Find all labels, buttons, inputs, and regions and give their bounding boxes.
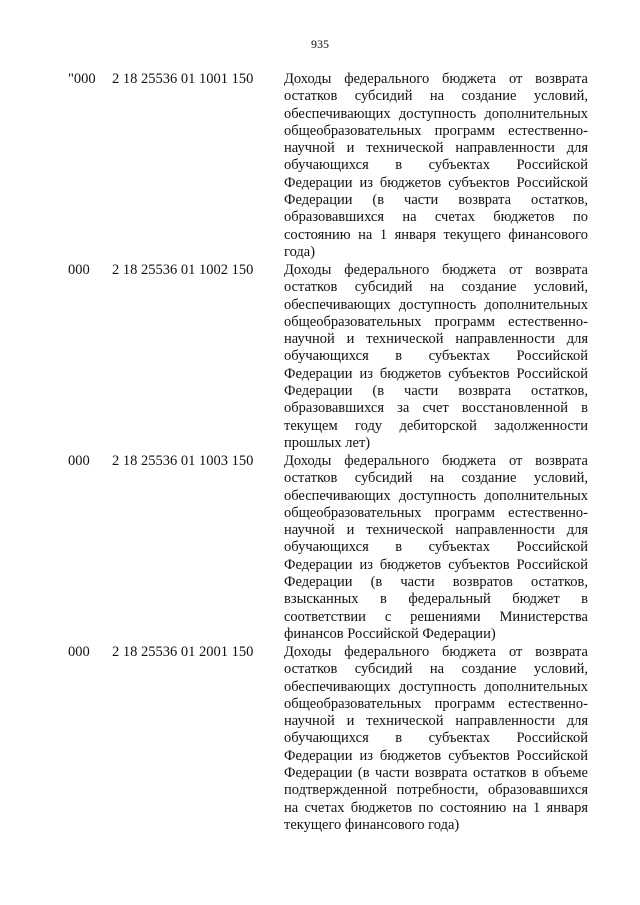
description-line: Доходы федерального бюджета от возврата xyxy=(284,644,588,660)
budget-classification-code: 2 18 25536 01 2001 150 xyxy=(112,644,254,660)
description-line: обеспечивающих доступность дополнительных xyxy=(284,487,588,504)
description-line: текущем году дебиторской задолженности xyxy=(284,417,588,434)
description-line: прошлых лет) xyxy=(284,434,371,451)
description-line: Федерации (в части возврата остатков, xyxy=(284,383,588,400)
administrator-code: "000 xyxy=(68,71,96,87)
description-line: Федерации (в части возвратов остатков, xyxy=(284,574,588,591)
description-line: образовавшихся за счет восстановленной в xyxy=(284,400,588,417)
description-line: обеспечивающих доступность дополнительных xyxy=(284,296,588,313)
description-line: научной и технической направленности для xyxy=(284,713,588,730)
description-line: общеобразовательных программ естественно- xyxy=(284,504,588,521)
classification-entry xyxy=(0,69,640,260)
classification-entry xyxy=(0,451,640,642)
description-line: обучающихся в субъектах Российской xyxy=(284,730,588,747)
description-line: Доходы федерального бюджета от возврата xyxy=(284,453,588,469)
description-line: обеспечивающих доступность дополнительных xyxy=(284,105,588,122)
budget-classification-code: 2 18 25536 01 1002 150 xyxy=(112,262,254,278)
description-line: Доходы федерального бюджета от возврата xyxy=(284,262,588,278)
description-line: подтвержденной потребности, образовавшихся xyxy=(284,782,588,799)
description-line: общеобразовательных программ естественно- xyxy=(284,313,588,330)
description-line: Федерации из бюджетов субъектов Российской xyxy=(284,747,588,764)
description-line: взысканных в федеральный бюджет в xyxy=(284,591,588,608)
description-line: Федерации из бюджетов субъектов Российской xyxy=(284,365,588,382)
page-number: 935 xyxy=(311,37,329,51)
description-line: обучающихся в субъектах Российской xyxy=(284,539,588,556)
description-line: остатков субсидий на создание условий, xyxy=(284,470,588,487)
income-description xyxy=(284,453,588,643)
description-line: остатков субсидий на создание условий, xyxy=(284,88,588,105)
description-line: Федерации (в части возврата остатков в объеме xyxy=(284,765,588,782)
classification-entry xyxy=(0,260,640,451)
description-line: научной и технической направленности для xyxy=(284,140,588,157)
description-line: обеспечивающих доступность дополнительных xyxy=(284,678,588,695)
description-line: образовавшихся на счетах бюджетов по xyxy=(284,209,588,226)
description-line: Федерации (в части возврата остатков, xyxy=(284,192,588,209)
income-description xyxy=(284,644,588,834)
description-line: Федерации из бюджетов субъектов Российской xyxy=(284,556,588,573)
description-line: остатков субсидий на создание условий, xyxy=(284,279,588,296)
description-line: текущего финансового года) xyxy=(284,816,460,833)
description-line: обучающихся в субъектах Российской xyxy=(284,348,588,365)
administrator-code: 000 xyxy=(68,262,90,278)
description-line: общеобразовательных программ естественно- xyxy=(284,122,588,139)
administrator-code: 000 xyxy=(68,644,90,660)
description-line: на счетах бюджетов по состоянию на 1 января xyxy=(284,799,588,816)
budget-classification-code: 2 18 25536 01 1001 150 xyxy=(112,71,254,87)
administrator-code: 000 xyxy=(68,453,90,469)
description-line: соответствии с решениями Министерства xyxy=(284,608,588,625)
budget-classification-code: 2 18 25536 01 1003 150 xyxy=(112,453,254,469)
income-description xyxy=(284,71,588,261)
budget-classification-list xyxy=(0,69,640,832)
description-line: общеобразовательных программ естественно- xyxy=(284,695,588,712)
description-line: финансов Российской Федерации) xyxy=(284,625,496,642)
description-line: научной и технической направленности для xyxy=(284,331,588,348)
income-description xyxy=(284,262,588,452)
description-line: обучающихся в субъектах Российской xyxy=(284,157,588,174)
description-line: Федерации из бюджетов субъектов Российской xyxy=(284,174,588,191)
description-line: остатков субсидий на создание условий, xyxy=(284,661,588,678)
classification-entry xyxy=(0,642,640,832)
description-line: научной и технической направленности для xyxy=(284,522,588,539)
description-line: состоянию на 1 января текущего финансового xyxy=(284,226,588,243)
description-line: года) xyxy=(284,243,316,260)
description-line: Доходы федерального бюджета от возврата xyxy=(284,71,588,87)
